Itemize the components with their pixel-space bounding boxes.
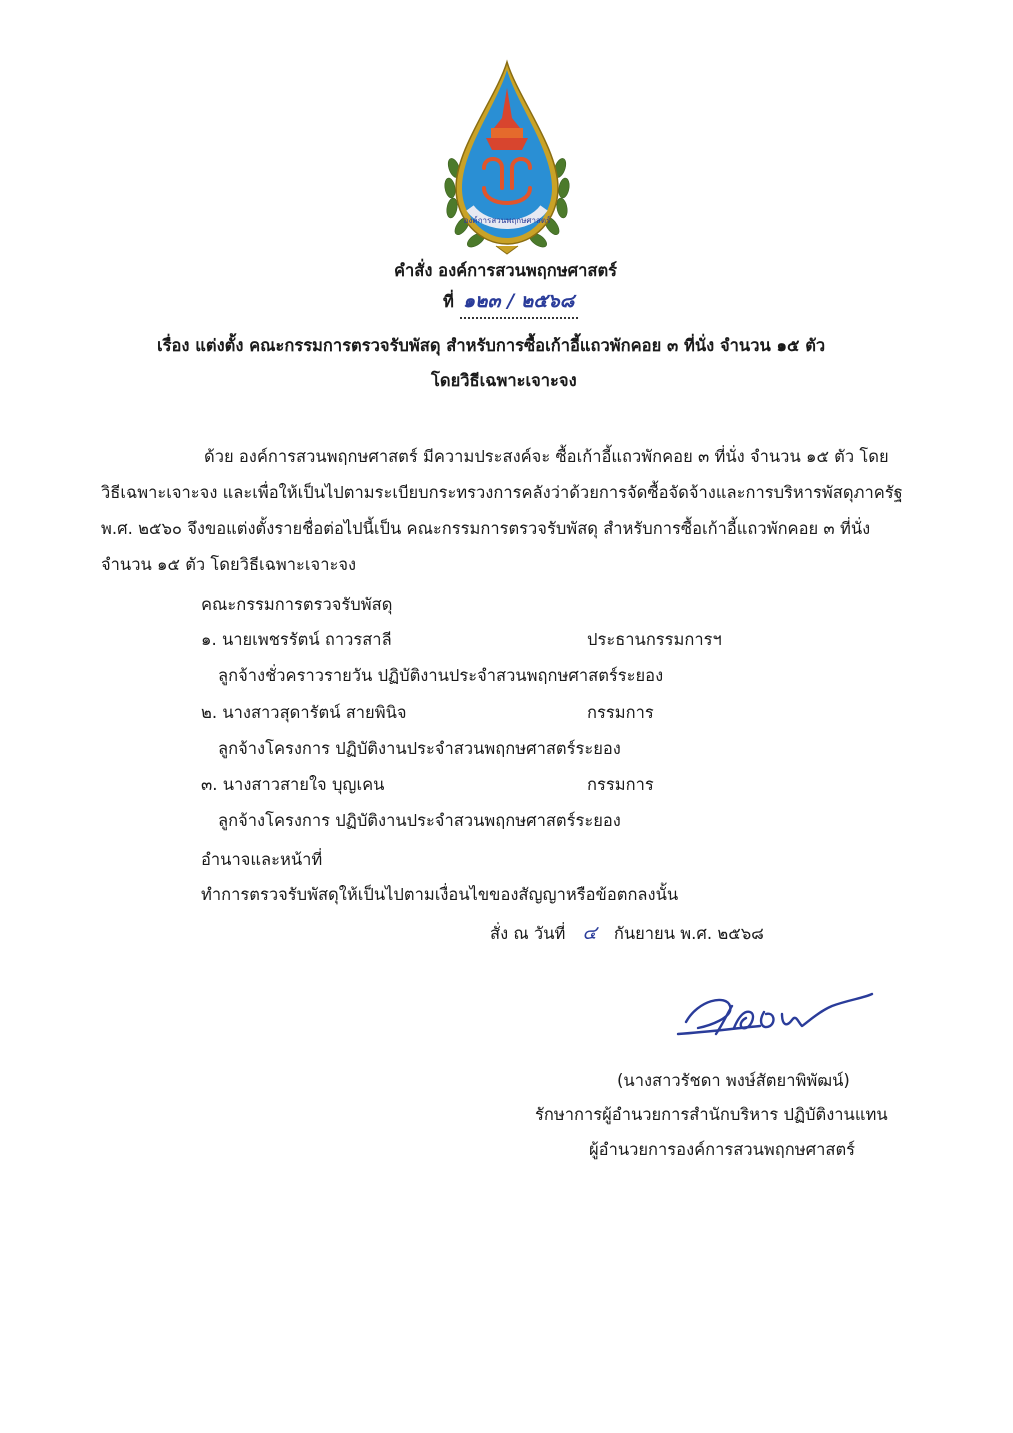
order-number-prefix: ที่ [443,292,454,311]
signer-title-1: รักษาการผู้อำนวยการสำนักบริหาร ปฏิบัติงานแทน [535,1105,888,1124]
date-month-year: กันยายน พ.ศ. ๒๕๖๘ [613,924,764,943]
date-prefix: สั่ง ณ วันที่ [490,924,566,943]
member-2-role: กรรมการ [587,703,654,722]
body-line-1: ด้วย องค์การสวนพฤกษศาสตร์ มีความประสงค์จะ ซื้อเก้าอี้แถวพักคอย ๓ ที่นั่ง จำนวน ๑๕ ตัว โดย [204,447,889,466]
order-number-row [443,286,578,319]
organization-logo [436,58,578,258]
duty-text: ทำการตรวจรับพัสดุให้เป็นไปตามเงื่อนไขของสัญญาหรือข้อตกลงนั้น [201,885,679,904]
signer-name: (นางสาวรัชดา พงษ์สัตยาพิพัฒน์) [617,1071,850,1090]
body-line-4: จำนวน ๑๕ ตัว โดยวิธีเฉพาะเจาะจง [101,555,357,574]
body-line-3: พ.ศ. ๒๕๖๐ จึงขอแต่งตั้งรายชื่อต่อไปนี้เป็น คณะกรรมการตรวจรับพัสดุ สำหรับการซื้อเก้าอี้แถวพักคอย ๓ ที่นั่ง [101,519,871,538]
member-3-role: กรรมการ [587,775,654,794]
subject-line-1: เรื่อง แต่งตั้ง คณะกรรมการตรวจรับพัสดุ สำหรับการซื้อเก้าอี้แถวพักคอย ๓ ที่นั่ง จำนวน ๑๕ ตัว [157,336,826,355]
member-1-role: ประธานกรรมการฯ [587,630,722,649]
body-line-2: วิธีเฉพาะเจาะจง และเพื่อให้เป็นไปตามระเบียบกระทรวงการคลังว่าด้วยการจัดซื้อจัดจ้างและการบริหารพัสดุภาครัฐ [101,483,903,502]
member-1-name: ๑. นายเพชรรัตน์ ถาวรสาลี [201,630,392,649]
handwritten-signature [668,982,878,1062]
member-3-desc: ลูกจ้างโครงการ ปฏิบัติงานประจำสวนพฤกษศาสตร์ระยอง [218,811,621,830]
member-2-desc: ลูกจ้างโครงการ ปฏิบัติงานประจำสวนพฤกษศาสตร์ระยอง [218,739,621,758]
subject-line-2: โดยวิธีเฉพาะเจาะจง [431,371,577,390]
order-date [490,918,764,948]
logo-text: องค์การสวนพฤกษศาสตร์ [463,216,551,225]
duty-heading: อำนาจและหน้าที่ [201,850,323,869]
order-title: คำสั่ง องค์การสวนพฤกษศาสตร์ [394,261,618,280]
member-2-name: ๒. นางสาวสุดารัตน์ สายพินิจ [201,703,407,722]
member-1-desc: ลูกจ้างชั่วคราวรายวัน ปฏิบัติงานประจำสวนพฤกษศาสตร์ระยอง [218,666,664,685]
order-number-value: ๑๒๓ / ๒๕๖๘ [460,286,578,319]
committee-heading: คณะกรรมการตรวจรับพัสดุ [201,595,393,614]
signer-title-2: ผู้อำนวยการองค์การสวนพฤกษศาสตร์ [589,1140,856,1159]
member-3-name: ๓. นางสาวสายใจ บุญเคน [201,775,385,794]
date-day: ๔ [582,922,597,944]
